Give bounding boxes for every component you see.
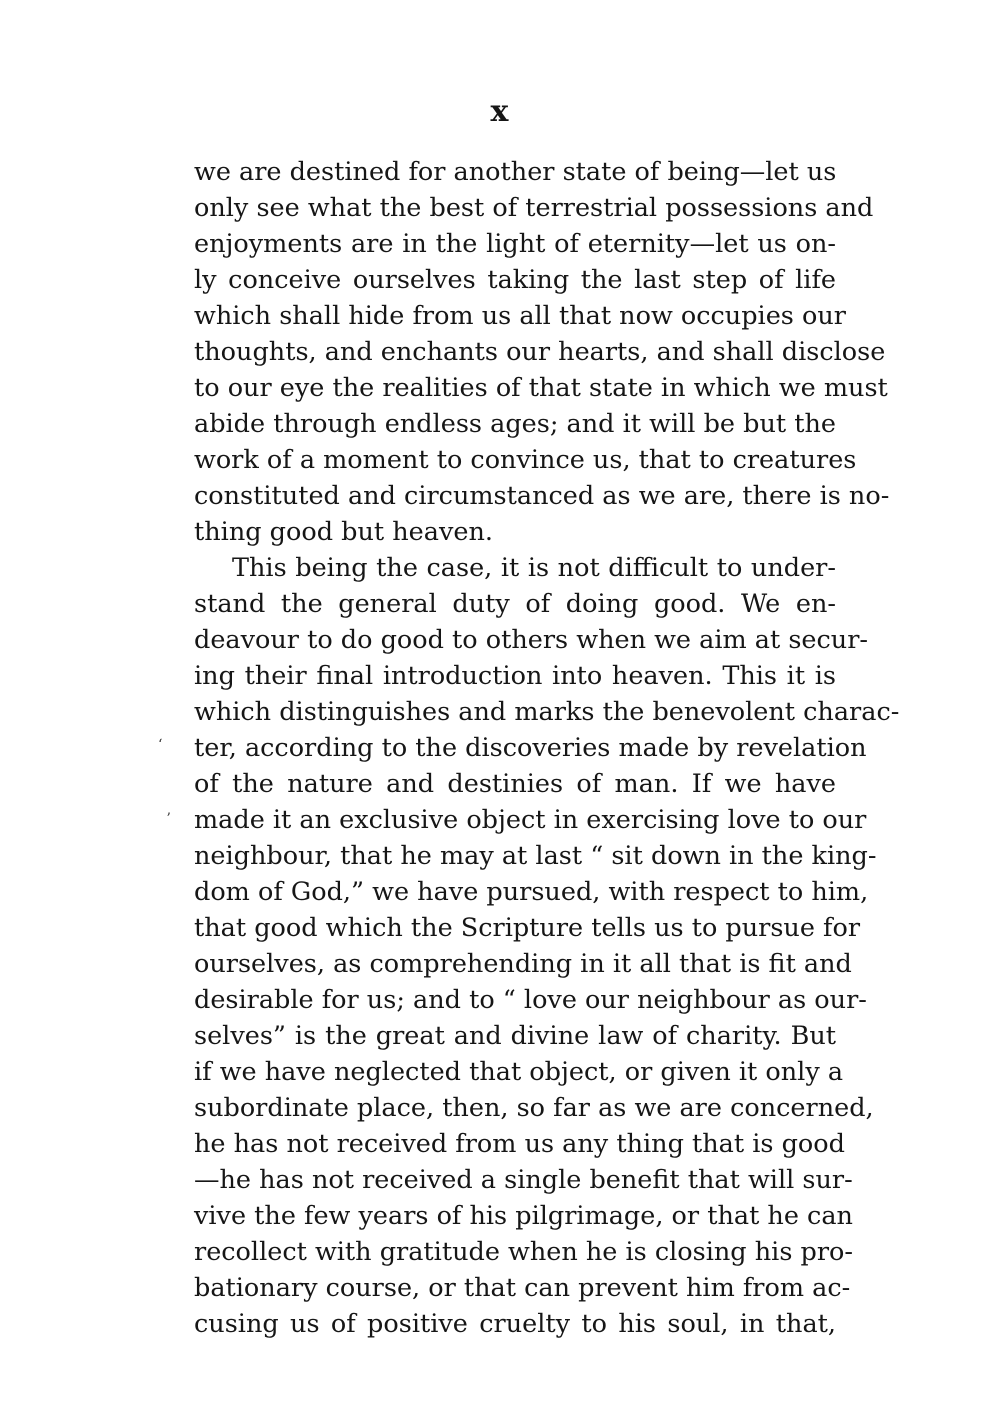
text-line: ourselves, as comprehending in it all that is fit and — [194, 949, 852, 979]
text-line: that good which the Scripture tells us to pursue for — [194, 913, 861, 943]
text-line: selves” is the great and divine law of charity. But — [194, 1021, 836, 1051]
page-number: x — [490, 94, 510, 129]
text-line: work of a moment to convince us, that to creatures — [194, 445, 857, 475]
text-line: made it an exclusive object in exercising love to our — [194, 805, 867, 835]
paragraph-end-line: thing good but heaven. — [194, 517, 493, 547]
margin-mark: ʼ — [166, 811, 171, 827]
text-line: vive the few years of his pilgrimage, or that he can — [194, 1201, 853, 1231]
text-line: to our eye the realities of that state in which we must — [194, 373, 888, 403]
paragraph-start-line: This being the case, it is not difficult to under- — [232, 553, 836, 583]
margin-mark: ʻ — [158, 737, 163, 753]
text-line: bationary course, or that can prevent him from ac- — [194, 1273, 851, 1303]
text-line: which shall hide from us all that now occupies our — [194, 301, 846, 331]
text-line: desirable for us; and to “ love our neighbour as our- — [194, 985, 867, 1015]
text-line: deavour to do good to others when we aim at secur- — [194, 625, 869, 655]
text-line: thoughts, and enchants our hearts, and shall disclose — [194, 337, 886, 367]
text-line: —he has not received a single benefit that will sur- — [194, 1165, 853, 1195]
text-line: only see what the best of terrestrial possessions and — [194, 193, 874, 223]
text-line: subordinate place, then, so far as we are concerned, — [194, 1093, 874, 1123]
text-line: constituted and circumstanced as we are, there is no- — [194, 481, 890, 511]
text-line: we are destined for another state of being—let us — [194, 157, 837, 187]
text-line: he has not received from us any thing that is good — [194, 1129, 845, 1159]
text-line: ter, according to the discoveries made by revelation — [194, 733, 867, 763]
text-line: if we have neglected that object, or given it only a — [194, 1057, 844, 1087]
text-line: ing their final introduction into heaven. This it is — [194, 661, 836, 691]
text-line: ly conceive ourselves taking the last step of life — [194, 265, 836, 295]
text-line: cusing us of positive cruelty to his soul, in that, — [194, 1309, 836, 1339]
text-line: recollect with gratitude when he is closing his pro- — [194, 1237, 853, 1267]
text-line: of the nature and destinies of man. If we have — [194, 769, 836, 799]
text-line: neighbour, that he may at last “ sit down in the king- — [194, 841, 877, 871]
text-line: abide through endless ages; and it will be but the — [194, 409, 836, 439]
text-line: dom of God,” we have pursued, with respect to him, — [194, 877, 869, 907]
text-line: enjoyments are in the light of eternity—let us on- — [194, 229, 836, 259]
text-line: which distinguishes and marks the benevolent charac- — [194, 697, 900, 727]
text-line: stand the general duty of doing good. We en- — [194, 589, 836, 619]
